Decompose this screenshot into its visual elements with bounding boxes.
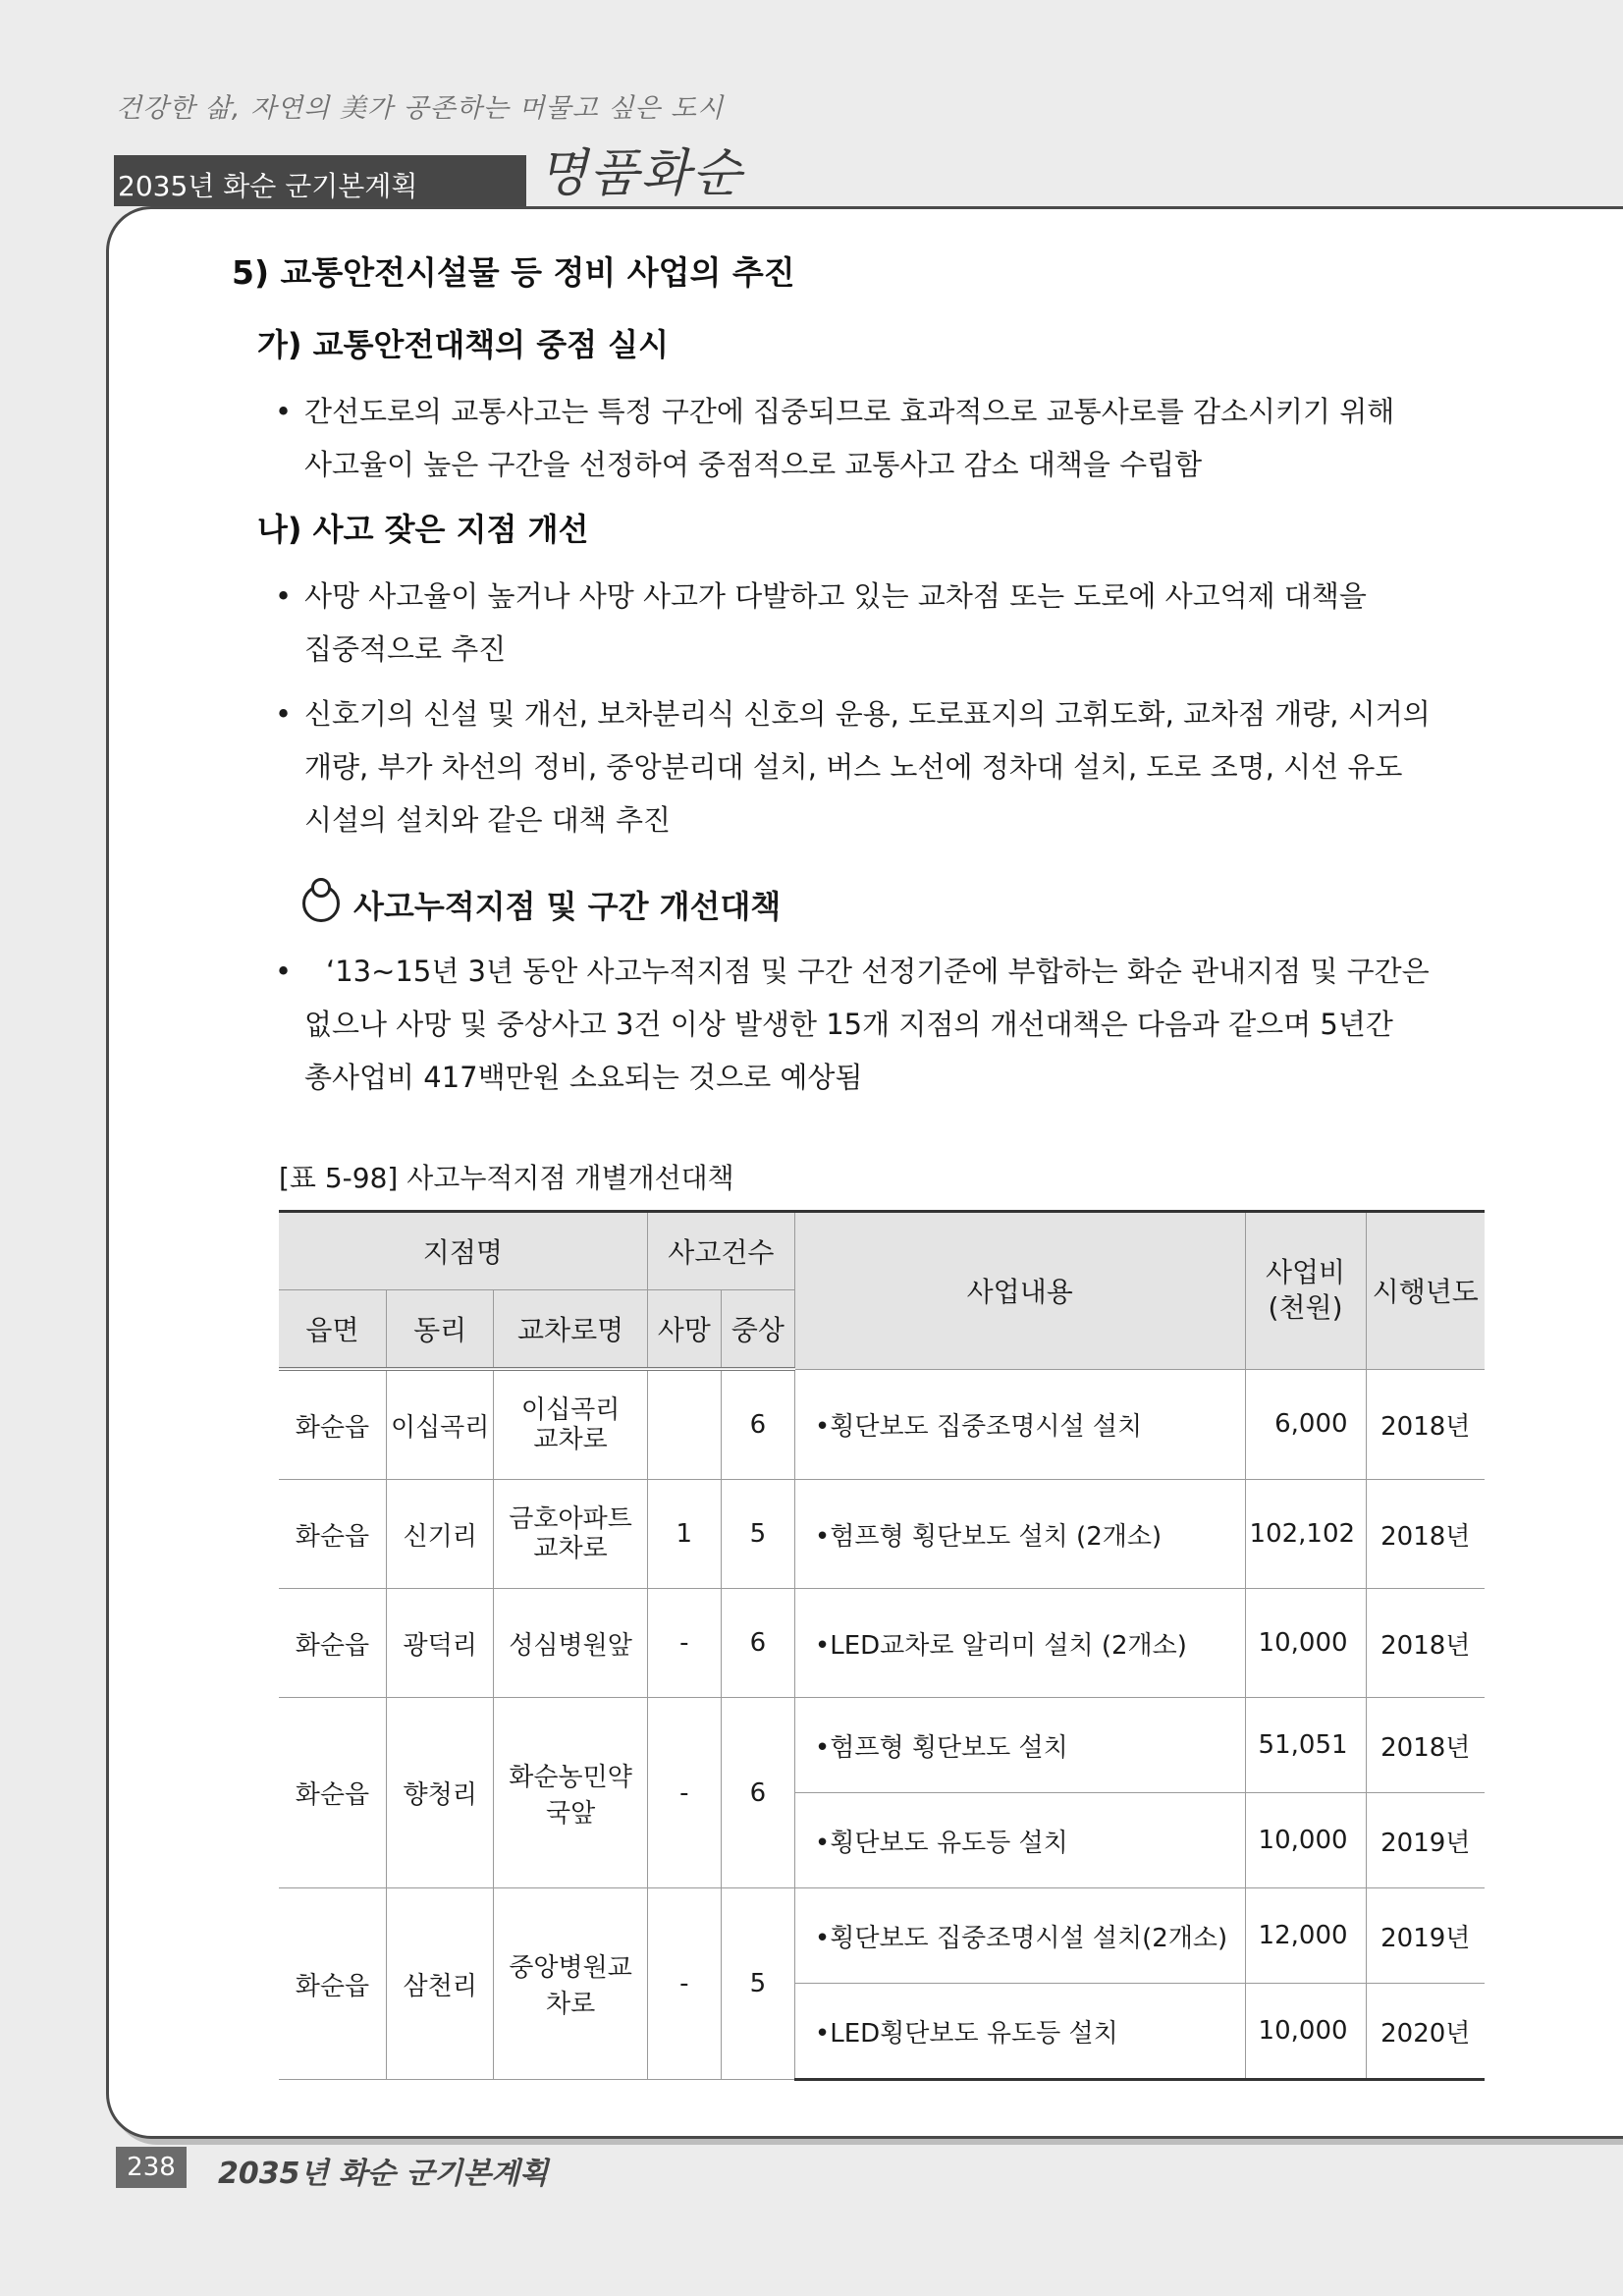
cell-serious: 5 bbox=[721, 1888, 794, 2080]
header-content: 사업내용 bbox=[794, 1212, 1245, 1370]
bullet-b1 bbox=[275, 570, 1367, 676]
cell-cost: 51,051 bbox=[1245, 1698, 1366, 1793]
cell-content: •횡단보도 유도등 설치 bbox=[794, 1793, 1245, 1888]
section-title: 5) 교통안전시설물 등 정비 사업의 추진 bbox=[232, 253, 795, 292]
bullet-line: ‘13∼15년 3년 동안 사고누적지점 및 구간 선정기준에 부합하는 화순 관내지점 및 구간은 bbox=[326, 955, 1430, 988]
cell-serious: 5 bbox=[721, 1480, 794, 1589]
cell-cost: 12,000 bbox=[1245, 1888, 1366, 1984]
callout-bullet bbox=[275, 945, 1430, 1104]
cell-cost: 10,000 bbox=[1245, 1589, 1366, 1698]
bullet-dot: • bbox=[275, 955, 293, 988]
bullet-line: 시설의 설치와 같은 대책 추진 bbox=[304, 803, 672, 837]
cell-serious: 6 bbox=[721, 1589, 794, 1698]
cell-death: - bbox=[647, 1698, 721, 1888]
header-death: 사망 bbox=[647, 1290, 721, 1370]
table-row bbox=[279, 1589, 1485, 1698]
bullet-b2 bbox=[275, 687, 1431, 847]
bullet-line: 집중적으로 추진 bbox=[304, 632, 507, 666]
bullet-dot: • bbox=[275, 395, 293, 428]
cell-cost: 102,102 bbox=[1245, 1480, 1366, 1589]
cell-content: •험프형 횡단보도 설치 (2개소) bbox=[794, 1480, 1245, 1589]
cell-intersection: 성심병원앞 bbox=[494, 1589, 647, 1698]
header-eupmyeon: 읍면 bbox=[279, 1290, 386, 1370]
cell-death: - bbox=[647, 1888, 721, 2080]
cell-year: 2018년 bbox=[1366, 1369, 1485, 1480]
header-serious: 중상 bbox=[721, 1290, 794, 1370]
cell-year: 2019년 bbox=[1366, 1888, 1485, 1984]
cell-year: 2018년 bbox=[1366, 1589, 1485, 1698]
subsection-b-title: 나) 사고 잦은 지점 개선 bbox=[257, 511, 589, 548]
header-dongri: 동리 bbox=[386, 1290, 493, 1370]
ring-icon bbox=[302, 885, 340, 922]
brand-logo: 명품화순 bbox=[538, 144, 743, 203]
table-caption: [표 5-98] 사고누적지점 개별개선대책 bbox=[279, 1162, 734, 1194]
header-intersection: 교차로명 bbox=[494, 1290, 647, 1370]
header-accidents: 사고건수 bbox=[647, 1212, 794, 1290]
slogan-text: 건강한 삶, 자연의 美가 공존하는 머물고 싶은 도시 bbox=[116, 93, 725, 124]
bullet-line: 사망 사고율이 높거나 사망 사고가 다발하고 있는 교차점 또는 도로에 사고억제 대책을 bbox=[304, 579, 1367, 613]
cell-year: 2018년 bbox=[1366, 1698, 1485, 1793]
table-row bbox=[279, 1369, 1485, 1480]
bullet-dot: • bbox=[275, 697, 293, 731]
header-year: 시행년도 bbox=[1366, 1212, 1485, 1370]
bullet-line: 간선도로의 교통사고는 특정 구간에 집중되므로 효과적으로 교통사로를 감소시키기 위해 bbox=[304, 395, 1395, 428]
plan-title: 2035년 화순 군기본계획 bbox=[118, 170, 418, 202]
bullet-line: 신호기의 신설 및 개선, 보차분리식 신호의 운용, 도로표지의 고휘도화, 교차점 개량, 시거의 bbox=[304, 697, 1431, 731]
cell-intersection: 이십곡리 교차로 bbox=[494, 1369, 647, 1480]
cell-content: •LED횡단보도 유도등 설치 bbox=[794, 1984, 1245, 2080]
callout-heading bbox=[302, 882, 781, 927]
cell-death: 1 bbox=[647, 1480, 721, 1589]
cell-intersection: 금호아파트 교차로 bbox=[494, 1480, 647, 1589]
bullet-line: 개량, 부가 차선의 정비, 중앙분리대 설치, 버스 노선에 정차대 설치, 도로 조명, 시선 유도 bbox=[304, 750, 1403, 784]
cell-content: •험프형 횡단보도 설치 bbox=[794, 1698, 1245, 1793]
cell-cost: 10,000 bbox=[1245, 1984, 1366, 2080]
cell-year: 2019년 bbox=[1366, 1793, 1485, 1888]
callout-title: 사고누적지점 및 구간 개선대책 bbox=[353, 888, 782, 925]
table-row bbox=[279, 1888, 1485, 1984]
bullet-line: 총사업비 417백만원 소요되는 것으로 예상됨 bbox=[304, 1061, 863, 1094]
bullet-line: 없으나 사망 및 중상사고 3건 이상 발생한 15개 지점의 개선대책은 다음과 같으며 5년간 bbox=[304, 1008, 1393, 1041]
cell-death bbox=[647, 1369, 721, 1480]
cell-eupmyeon: 화순읍 bbox=[279, 1480, 386, 1589]
cell-intersection: 화순농민약국앞 bbox=[494, 1698, 647, 1888]
cell-dongri: 신기리 bbox=[386, 1480, 493, 1589]
cell-dongri: 삼천리 bbox=[386, 1888, 493, 2080]
cell-eupmyeon: 화순읍 bbox=[279, 1888, 386, 2080]
header-cost: 사업비 (천원) bbox=[1245, 1212, 1366, 1370]
cell-dongri: 광덕리 bbox=[386, 1589, 493, 1698]
subsection-a-title: 가) 교통안전대책의 중점 실시 bbox=[257, 326, 669, 363]
cell-year: 2018년 bbox=[1366, 1480, 1485, 1589]
cell-death: - bbox=[647, 1589, 721, 1698]
cell-eupmyeon: 화순읍 bbox=[279, 1589, 386, 1698]
cell-dongri: 이십곡리 bbox=[386, 1369, 493, 1480]
cell-content: •횡단보도 집중조명시설 설치(2개소) bbox=[794, 1888, 1245, 1984]
cell-serious: 6 bbox=[721, 1369, 794, 1480]
accident-table bbox=[279, 1210, 1485, 2081]
cell-serious: 6 bbox=[721, 1698, 794, 1888]
header-location: 지점명 bbox=[279, 1212, 647, 1290]
cell-eupmyeon: 화순읍 bbox=[279, 1698, 386, 1888]
cell-cost: 6,000 bbox=[1245, 1369, 1366, 1480]
footer-title: 2035년 화순 군기본계획 bbox=[218, 2157, 549, 2191]
table-row bbox=[279, 1480, 1485, 1589]
cell-content: •LED교차로 알리미 설치 (2개소) bbox=[794, 1589, 1245, 1698]
page-number: 238 bbox=[116, 2147, 187, 2188]
bullet-dot: • bbox=[275, 579, 293, 613]
cell-year: 2020년 bbox=[1366, 1984, 1485, 2080]
cell-content: •횡단보도 집중조명시설 설치 bbox=[794, 1369, 1245, 1480]
cell-cost: 10,000 bbox=[1245, 1793, 1366, 1888]
table-row bbox=[279, 1698, 1485, 1793]
cell-dongri: 향청리 bbox=[386, 1698, 493, 1888]
cell-intersection: 중앙병원교차로 bbox=[494, 1888, 647, 2080]
bullet-line: 사고율이 높은 구간을 선정하여 중점적으로 교통사고 감소 대책을 수립함 bbox=[304, 448, 1203, 481]
bullet-a1 bbox=[275, 385, 1395, 491]
cell-eupmyeon: 화순읍 bbox=[279, 1369, 386, 1480]
